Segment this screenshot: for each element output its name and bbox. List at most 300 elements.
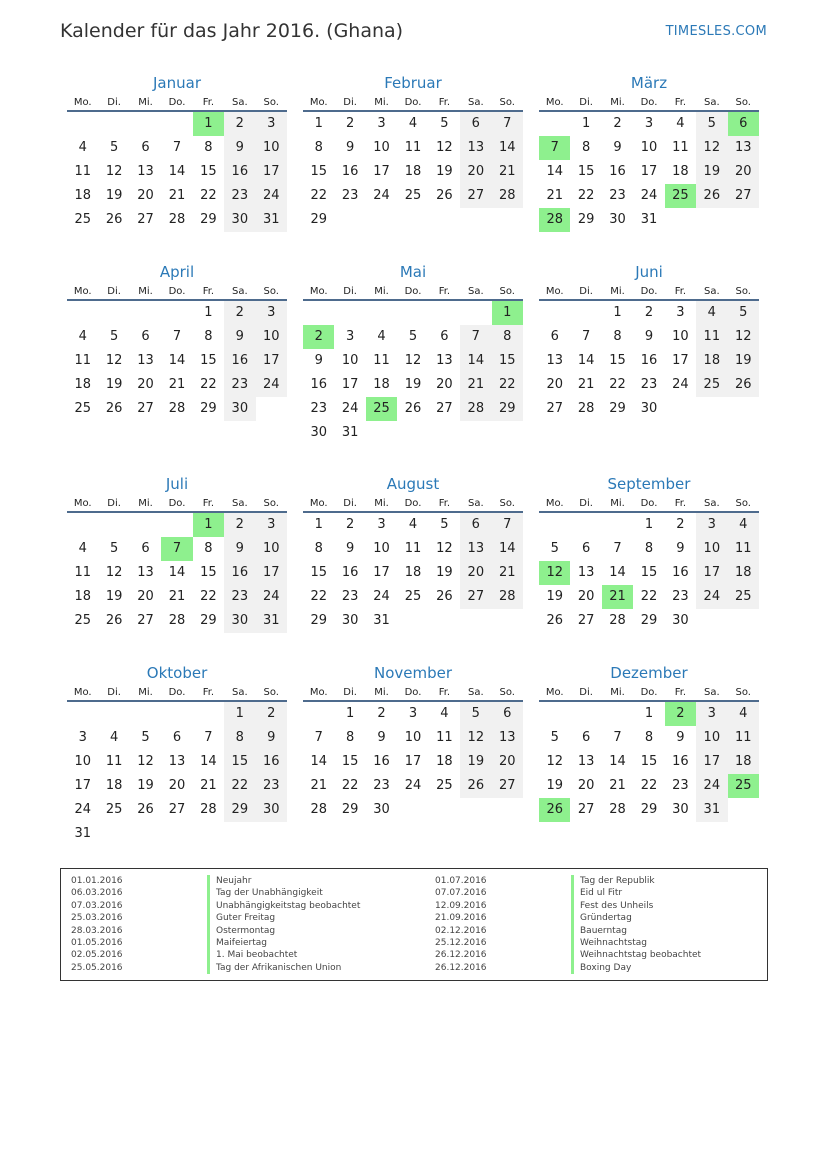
day-cell: 4 xyxy=(728,513,759,537)
weekday-header xyxy=(303,283,523,301)
day-cell: 22 xyxy=(492,373,523,397)
day-cell: 25 xyxy=(404,589,422,604)
day-cell: 15 xyxy=(310,565,327,580)
legend-date: 21.09.2016 xyxy=(435,913,487,924)
empty-cell xyxy=(67,301,98,325)
day-cell: 28 xyxy=(609,802,626,817)
empty-cell xyxy=(98,112,129,136)
day-cell: 29 xyxy=(492,397,523,421)
weekday-label: Sa. xyxy=(231,286,248,297)
day-cell: 25 xyxy=(105,802,123,817)
day-cell: 5 xyxy=(141,730,150,745)
day-cell: 16 xyxy=(373,754,390,769)
day-cell: 2 xyxy=(644,305,654,320)
weekday-header xyxy=(303,94,523,112)
holiday-day-cell: 26 xyxy=(539,798,570,822)
day-cell: 14 xyxy=(168,164,186,179)
day-cell: 14 xyxy=(609,565,626,580)
day-cell: 21 xyxy=(577,377,595,392)
month-8 xyxy=(303,473,523,633)
empty-cell xyxy=(303,702,334,726)
day-cell: 30 xyxy=(256,798,287,822)
weekday-label: Fr. xyxy=(202,286,215,297)
day-cell: 8 xyxy=(644,541,654,556)
day-cell: 27 xyxy=(460,184,491,208)
weekday-label: Do. xyxy=(168,286,186,297)
day-cell: 22 xyxy=(609,377,626,392)
day-cell: 25 xyxy=(436,778,453,793)
day-cell: 7 xyxy=(460,325,491,349)
day-cell: 4 xyxy=(78,329,87,344)
day-cell: 22 xyxy=(640,589,658,604)
weekday-label: So. xyxy=(499,286,515,297)
day-cell: 30 xyxy=(640,401,658,416)
day-cell: 8 xyxy=(314,140,323,155)
empty-cell xyxy=(366,301,397,325)
day-cell: 28 xyxy=(310,802,327,817)
day-cell: 2 xyxy=(345,116,355,131)
day-cell: 25 xyxy=(404,188,422,203)
weekday-label: So. xyxy=(499,687,515,698)
day-cell: 29 xyxy=(640,802,658,817)
weekday-label: So. xyxy=(263,286,279,297)
day-cell: 8 xyxy=(581,140,591,155)
day-cell: 10 xyxy=(341,353,359,368)
day-cell: 18 xyxy=(74,377,91,392)
day-cell: 14 xyxy=(577,353,595,368)
legend-holiday-name: Tag der Republik xyxy=(571,875,655,887)
weekday-label: So. xyxy=(263,687,279,698)
empty-cell xyxy=(161,702,192,726)
weekday-label: Sa. xyxy=(703,97,720,108)
month-7 xyxy=(67,473,287,633)
day-cell: 29 xyxy=(310,212,327,227)
legend-holiday-name: Maifeiertag xyxy=(207,937,267,949)
day-cell: 3 xyxy=(78,730,87,745)
day-cell: 23 xyxy=(609,188,626,203)
weekday-label: Di. xyxy=(579,97,593,108)
day-grid xyxy=(67,513,287,633)
day-cell: 20 xyxy=(168,778,186,793)
weekday-label: Mo. xyxy=(73,286,92,297)
day-cell: 3 xyxy=(696,513,727,537)
day-cell: 20 xyxy=(728,160,759,184)
empty-cell xyxy=(161,301,192,325)
day-grid xyxy=(539,301,759,421)
day-cell: 3 xyxy=(256,112,287,136)
legend-holiday-name: Unabhängigkeitstag beobachtet xyxy=(207,900,360,912)
day-cell: 17 xyxy=(672,353,689,368)
day-cell: 23 xyxy=(224,184,255,208)
holiday-legend xyxy=(60,868,768,981)
day-cell: 20 xyxy=(492,750,523,774)
legend-holiday-name: Bauerntag xyxy=(571,925,627,937)
legend-date: 25.05.2016 xyxy=(71,962,123,973)
legend-holiday-name: Weihnachtstag beobachtet xyxy=(571,949,701,961)
day-cell: 28 xyxy=(492,585,523,609)
day-cell: 12 xyxy=(105,353,123,368)
day-cell: 25 xyxy=(74,401,91,416)
weekday-label: Mi. xyxy=(138,97,153,108)
day-cell: 24 xyxy=(341,401,359,416)
empty-cell xyxy=(334,301,365,325)
day-cell: 23 xyxy=(672,778,689,793)
weekday-label: So. xyxy=(499,97,515,108)
day-cell: 18 xyxy=(728,561,759,585)
day-cell: 15 xyxy=(224,750,255,774)
day-grid xyxy=(67,112,287,232)
day-cell: 1 xyxy=(345,706,355,721)
day-cell: 18 xyxy=(728,750,759,774)
legend-holiday-name: Ostermontag xyxy=(207,925,275,937)
day-cell: 21 xyxy=(200,778,217,793)
day-cell: 6 xyxy=(460,112,491,136)
day-grid xyxy=(303,301,523,445)
weekday-label: Mo. xyxy=(545,97,564,108)
weekday-header xyxy=(539,684,759,702)
day-cell: 1 xyxy=(204,305,213,320)
day-cell: 6 xyxy=(492,702,523,726)
day-cell: 5 xyxy=(696,112,727,136)
empty-cell xyxy=(98,513,129,537)
day-cell: 5 xyxy=(728,301,759,325)
month-2 xyxy=(303,72,523,232)
weekday-label: Mi. xyxy=(610,687,625,698)
day-cell: 6 xyxy=(581,541,591,556)
day-grid xyxy=(303,702,523,822)
day-cell: 7 xyxy=(172,140,182,155)
day-cell: 4 xyxy=(676,116,685,131)
legend-date: 02.05.2016 xyxy=(71,950,123,961)
day-cell: 29 xyxy=(341,802,359,817)
day-cell: 23 xyxy=(341,589,359,604)
holiday-day-cell: 28 xyxy=(539,208,570,232)
day-cell: 4 xyxy=(696,301,727,325)
legend-holiday-name: Neujahr xyxy=(207,875,251,887)
legend-date: 01.07.2016 xyxy=(435,876,487,886)
day-cell: 31 xyxy=(256,208,287,232)
day-grid xyxy=(539,702,759,822)
day-cell: 24 xyxy=(256,373,287,397)
day-cell: 11 xyxy=(105,754,123,769)
day-cell: 22 xyxy=(341,778,359,793)
day-cell: 22 xyxy=(640,778,658,793)
weekday-header xyxy=(67,94,287,112)
weekday-label: So. xyxy=(735,286,751,297)
day-cell: 14 xyxy=(168,565,186,580)
day-cell: 11 xyxy=(728,726,759,750)
day-cell: 30 xyxy=(672,613,689,628)
day-cell: 3 xyxy=(408,706,418,721)
empty-cell xyxy=(539,112,570,136)
day-cell: 26 xyxy=(105,401,123,416)
day-cell: 16 xyxy=(310,377,327,392)
day-cell: 3 xyxy=(377,517,386,532)
day-cell: 28 xyxy=(200,802,217,817)
day-cell: 4 xyxy=(408,517,418,532)
day-cell: 23 xyxy=(640,377,658,392)
day-cell: 31 xyxy=(373,613,390,628)
weekday-label: Di. xyxy=(579,498,593,509)
brand-link[interactable]: TIMESLES.COM xyxy=(665,24,767,39)
day-cell: 8 xyxy=(204,329,213,344)
day-cell: 30 xyxy=(341,613,359,628)
empty-cell xyxy=(539,702,570,726)
day-cell: 8 xyxy=(314,541,323,556)
empty-cell xyxy=(303,301,334,325)
day-cell: 10 xyxy=(696,537,727,561)
day-cell: 12 xyxy=(728,325,759,349)
weekday-label: Mo. xyxy=(73,687,92,698)
day-cell: 20 xyxy=(577,778,595,793)
weekday-label: Fr. xyxy=(438,498,451,509)
day-cell: 8 xyxy=(204,541,213,556)
day-cell: 31 xyxy=(256,609,287,633)
day-cell: 16 xyxy=(341,565,359,580)
day-cell: 12 xyxy=(436,541,453,556)
holiday-day-cell: 25 xyxy=(366,397,397,421)
day-cell: 24 xyxy=(256,184,287,208)
weekday-label: Mo. xyxy=(545,286,564,297)
day-cell: 27 xyxy=(728,184,759,208)
day-cell: 18 xyxy=(696,349,727,373)
day-cell: 18 xyxy=(436,754,453,769)
day-cell: 20 xyxy=(436,377,453,392)
legend-date: 01.01.2016 xyxy=(71,876,123,886)
day-cell: 4 xyxy=(377,329,386,344)
day-cell: 2 xyxy=(676,517,685,532)
day-cell: 28 xyxy=(609,613,626,628)
weekday-label: Sa. xyxy=(467,97,484,108)
day-cell: 10 xyxy=(640,140,658,155)
day-cell: 24 xyxy=(74,802,91,817)
empty-cell xyxy=(539,301,570,325)
day-cell: 15 xyxy=(609,353,626,368)
day-cell: 24 xyxy=(404,778,422,793)
day-cell: 26 xyxy=(696,184,727,208)
day-cell: 15 xyxy=(310,164,327,179)
legend-date: 02.12.2016 xyxy=(435,925,487,936)
day-cell: 11 xyxy=(696,325,727,349)
day-cell: 1 xyxy=(644,706,654,721)
day-cell: 8 xyxy=(613,329,622,344)
weekday-label: So. xyxy=(735,687,751,698)
day-cell: 27 xyxy=(460,585,491,609)
weekday-label: Mo. xyxy=(309,286,328,297)
day-cell: 17 xyxy=(256,160,287,184)
day-cell: 15 xyxy=(577,164,595,179)
day-cell: 12 xyxy=(696,136,727,160)
day-cell: 10 xyxy=(256,136,287,160)
day-cell: 13 xyxy=(577,754,595,769)
day-cell: 18 xyxy=(404,164,422,179)
day-cell: 28 xyxy=(492,184,523,208)
day-cell: 10 xyxy=(256,325,287,349)
month-9 xyxy=(539,473,759,633)
empty-cell xyxy=(570,301,601,325)
day-cell: 6 xyxy=(141,140,150,155)
day-cell: 29 xyxy=(200,212,217,227)
day-cell: 15 xyxy=(640,754,658,769)
weekday-label: Fr. xyxy=(674,97,687,108)
day-cell: 17 xyxy=(404,754,422,769)
day-cell: 16 xyxy=(341,164,359,179)
day-cell: 16 xyxy=(224,561,255,585)
weekday-label: Mo. xyxy=(545,687,564,698)
empty-cell xyxy=(130,513,161,537)
day-cell: 21 xyxy=(310,778,327,793)
day-cell: 18 xyxy=(404,565,422,580)
day-cell: 23 xyxy=(224,585,255,609)
page-title: Kalender für das Jahr 2016. (Ghana) xyxy=(60,20,404,42)
weekday-label: Sa. xyxy=(467,286,484,297)
day-cell: 29 xyxy=(640,613,658,628)
day-cell: 23 xyxy=(341,188,359,203)
day-grid xyxy=(303,112,523,232)
weekday-label: Sa. xyxy=(703,687,720,698)
day-cell: 29 xyxy=(200,613,217,628)
day-cell: 3 xyxy=(256,301,287,325)
day-cell: 15 xyxy=(640,565,658,580)
day-cell: 22 xyxy=(200,377,217,392)
month-name: September xyxy=(607,475,691,493)
month-name: Juli xyxy=(165,475,189,493)
day-cell: 20 xyxy=(137,377,154,392)
weekday-label: Fr. xyxy=(438,286,451,297)
day-cell: 13 xyxy=(546,353,563,368)
day-cell: 15 xyxy=(200,353,217,368)
day-cell: 13 xyxy=(137,565,154,580)
day-cell: 26 xyxy=(546,613,563,628)
day-cell: 21 xyxy=(168,377,186,392)
day-cell: 5 xyxy=(460,702,491,726)
day-cell: 23 xyxy=(310,401,327,416)
legend-holiday-name: Eid ul Fitr xyxy=(571,887,622,899)
day-cell: 22 xyxy=(200,188,217,203)
weekday-label: Mi. xyxy=(138,498,153,509)
weekday-label: Fr. xyxy=(438,97,451,108)
day-cell: 15 xyxy=(200,565,217,580)
day-cell: 2 xyxy=(613,116,622,131)
day-cell: 26 xyxy=(436,188,453,203)
day-cell: 1 xyxy=(224,702,255,726)
day-cell: 27 xyxy=(137,212,154,227)
weekday-label: Mi. xyxy=(610,498,625,509)
day-cell: 22 xyxy=(577,188,595,203)
day-cell: 24 xyxy=(696,585,727,609)
day-cell: 25 xyxy=(728,585,759,609)
month-name: Februar xyxy=(384,74,442,92)
day-cell: 14 xyxy=(492,136,523,160)
day-cell: 10 xyxy=(404,730,422,745)
weekday-label: Di. xyxy=(107,286,121,297)
day-cell: 27 xyxy=(436,401,453,416)
weekday-label: Di. xyxy=(579,286,593,297)
empty-cell xyxy=(98,702,129,726)
holiday-day-cell: 2 xyxy=(665,702,696,726)
legend-holiday-name: Tag der Unabhängigkeit xyxy=(207,887,323,899)
weekday-label: Di. xyxy=(579,687,593,698)
day-cell: 12 xyxy=(105,565,123,580)
day-cell: 13 xyxy=(137,353,154,368)
day-grid xyxy=(539,112,759,232)
weekday-label: Sa. xyxy=(703,286,720,297)
day-cell: 11 xyxy=(436,730,453,745)
day-cell: 27 xyxy=(137,613,154,628)
day-cell: 25 xyxy=(696,373,727,397)
weekday-label: Do. xyxy=(640,97,658,108)
day-cell: 27 xyxy=(137,401,154,416)
month-name: April xyxy=(159,263,195,281)
day-cell: 28 xyxy=(168,401,186,416)
weekday-header xyxy=(539,495,759,513)
month-name: März xyxy=(630,74,668,92)
day-cell: 10 xyxy=(373,541,390,556)
day-cell: 27 xyxy=(492,774,523,798)
day-cell: 4 xyxy=(109,730,119,745)
day-cell: 13 xyxy=(728,136,759,160)
holiday-day-cell: 12 xyxy=(539,561,570,585)
day-cell: 3 xyxy=(644,116,654,131)
day-cell: 2 xyxy=(256,702,287,726)
day-cell: 30 xyxy=(373,802,390,817)
day-cell: 26 xyxy=(460,774,491,798)
day-cell: 9 xyxy=(644,329,654,344)
day-cell: 19 xyxy=(404,377,422,392)
day-cell: 5 xyxy=(109,329,119,344)
day-cell: 14 xyxy=(546,164,563,179)
day-cell: 9 xyxy=(256,726,287,750)
weekday-label: Do. xyxy=(168,498,186,509)
day-cell: 1 xyxy=(581,116,591,131)
day-cell: 19 xyxy=(728,349,759,373)
holiday-day-cell: 1 xyxy=(492,301,523,325)
day-cell: 3 xyxy=(676,305,685,320)
day-cell: 3 xyxy=(345,329,355,344)
weekday-header xyxy=(67,283,287,301)
weekday-header xyxy=(67,684,287,702)
day-cell: 16 xyxy=(256,750,287,774)
day-cell: 7 xyxy=(581,329,591,344)
empty-cell xyxy=(161,112,192,136)
day-cell: 21 xyxy=(492,561,523,585)
day-cell: 22 xyxy=(310,188,327,203)
day-cell: 15 xyxy=(200,164,217,179)
day-cell: 27 xyxy=(577,613,595,628)
day-cell: 17 xyxy=(696,750,727,774)
weekday-header xyxy=(303,495,523,513)
holiday-day-cell: 7 xyxy=(539,136,570,160)
weekday-label: Mi. xyxy=(138,286,153,297)
day-cell: 13 xyxy=(168,754,186,769)
day-cell: 19 xyxy=(436,565,453,580)
day-cell: 10 xyxy=(696,726,727,750)
day-cell: 12 xyxy=(105,164,123,179)
month-5 xyxy=(303,261,523,445)
day-cell: 18 xyxy=(672,164,689,179)
day-cell: 2 xyxy=(345,517,355,532)
day-cell: 12 xyxy=(137,754,154,769)
day-cell: 11 xyxy=(672,140,689,155)
day-cell: 11 xyxy=(404,541,422,556)
day-cell: 13 xyxy=(436,353,453,368)
day-cell: 17 xyxy=(256,349,287,373)
day-cell: 6 xyxy=(581,730,591,745)
day-cell: 1 xyxy=(314,116,323,131)
day-cell: 16 xyxy=(224,160,255,184)
day-cell: 19 xyxy=(436,164,453,179)
empty-cell xyxy=(429,301,460,325)
